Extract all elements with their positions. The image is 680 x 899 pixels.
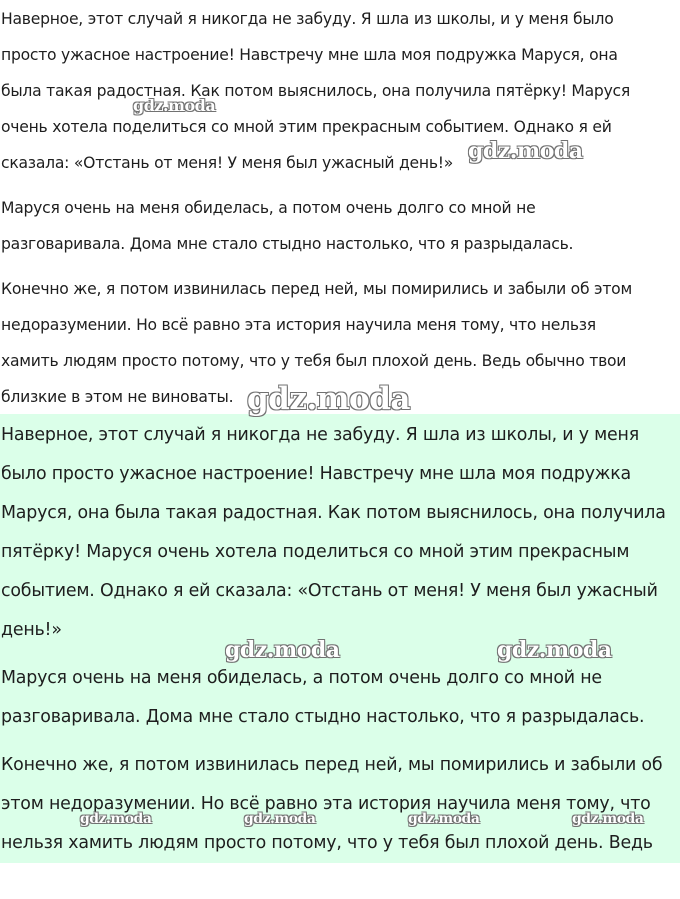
text-line: Маруся очень на меня обиделась, а потом очень долго со мной не (1, 668, 602, 688)
paragraph-1 (0, 1, 680, 181)
highlighted-text-block (0, 414, 680, 863)
text-line: Маруся очень на меня обиделась, а потом очень долго со мной не (1, 199, 536, 217)
text-line: просто ужасное настроение! Навстречу мне шла моя подружка Маруся, она (1, 46, 618, 64)
original-text-block (0, 0, 680, 415)
text-line: Конечно же, я потом извинилась перед ней, мы помирились и забыли об этом (1, 280, 632, 298)
watermark: gdz.moda (247, 381, 410, 417)
text-line: пятёрку! Маруся очень хотела поделиться со мной этим прекрасным (1, 542, 630, 562)
text-line: была такая радостная. Как потом выяснилось, она получила пятёрку! Маруся (1, 82, 630, 100)
watermark: gdz.moda (225, 637, 340, 663)
watermark: gdz.moda (133, 96, 216, 115)
paragraph-2 (0, 190, 680, 262)
watermark: gdz.moda (408, 811, 480, 827)
paragraph-3 (0, 746, 680, 863)
text-line: Наверное, этот случай я никогда не забуду. Я шла из школы, и у меня было (1, 10, 614, 28)
text-line: было просто ужасное настроение! Навстречу мне шла моя подружка (1, 464, 632, 484)
text-line: недоразумении. Но всё равно эта история научила меня тому, что нельзя (1, 316, 596, 334)
paragraph-1 (0, 416, 680, 650)
text-line: сказала: «Отстань от меня! У меня был ужасный день!» (1, 154, 454, 172)
watermark: gdz.moda (572, 811, 644, 827)
text-line: очень хотела поделиться со мной этим прекрасным событием. Однако я ей (1, 118, 612, 136)
text-line: этом недоразумении. Но всё равно эта история научила меня тому, что (1, 794, 651, 814)
text-line: хамить людям просто потому, что у тебя был плохой день. Ведь обычно твои (1, 352, 627, 370)
text-line: Наверное, этот случай я никогда не забуду. Я шла из школы, и у меня (1, 425, 639, 445)
text-line: разговаривала. Дома мне стало стыдно настолько, что я разрыдалась. (1, 235, 574, 253)
paragraph-2 (0, 659, 680, 737)
text-line: Маруся, она была такая радостная. Как потом выяснилось, она получила (1, 503, 666, 523)
text-line: разговаривала. Дома мне стало стыдно настолько, что я разрыдалась. (1, 707, 645, 727)
text-line: нельзя хамить людям просто потому, что у тебя был плохой день. Ведь (1, 833, 653, 853)
watermark: gdz.moda (80, 811, 152, 827)
text-line: событием. Однако я ей сказала: «Отстань от меня! У меня был ужасный (1, 581, 658, 601)
text-line: близкие в этом не виноваты. (1, 388, 234, 406)
watermark: gdz.moda (497, 637, 612, 663)
text-line: день!» (1, 620, 62, 640)
watermark: gdz.moda (244, 811, 316, 827)
paragraph-3 (0, 271, 680, 415)
text-line: Конечно же, я потом извинилась перед ней, мы помирились и забыли об (1, 755, 663, 775)
watermark: gdz.moda (468, 138, 583, 164)
